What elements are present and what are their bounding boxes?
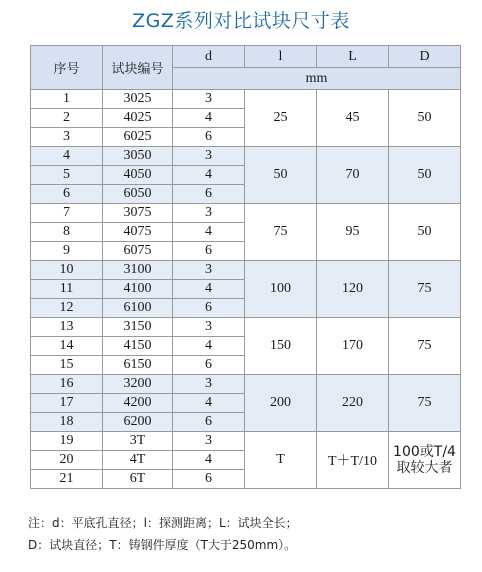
table-body	[31, 90, 461, 489]
note-line-2: D：试块直径；T：铸钢件厚度（T大于250mm）。	[28, 538, 297, 552]
cell-d: 3	[173, 375, 245, 394]
cell-block-no: 6100	[103, 299, 173, 318]
cell-block-no: 4100	[103, 280, 173, 299]
cell-d: 4	[173, 166, 245, 185]
table-row	[31, 432, 461, 451]
cell-index: 13	[31, 318, 103, 337]
page-title: ZGZ系列对比试块尺寸表	[132, 10, 350, 32]
cell-block-no: 6200	[103, 413, 173, 432]
cell-index: 6	[31, 185, 103, 204]
cell-l-small: T	[245, 432, 317, 489]
cell-index: 4	[31, 147, 103, 166]
cell-D: 75	[389, 261, 461, 318]
cell-block-no: 3075	[103, 204, 173, 223]
table-row	[31, 261, 461, 280]
cell-index: 20	[31, 451, 103, 470]
cell-L-large: 120	[317, 261, 389, 318]
header-unit: mm	[173, 68, 461, 90]
cell-D: 75	[389, 375, 461, 432]
cell-index: 2	[31, 109, 103, 128]
header-D: D	[389, 46, 461, 68]
cell-d: 4	[173, 337, 245, 356]
table-row	[31, 375, 461, 394]
cell-index: 3	[31, 128, 103, 147]
cell-d: 6	[173, 128, 245, 147]
cell-block-no: 3200	[103, 375, 173, 394]
table-header-row	[31, 46, 461, 68]
cell-index: 17	[31, 394, 103, 413]
cell-L-large: 220	[317, 375, 389, 432]
notes	[28, 512, 468, 556]
cell-d: 4	[173, 109, 245, 128]
header-d: d	[173, 46, 245, 68]
cell-l-small: 150	[245, 318, 317, 375]
cell-l-small: 200	[245, 375, 317, 432]
cell-index: 18	[31, 413, 103, 432]
cell-block-no: 3150	[103, 318, 173, 337]
cell-L-large: T＋T/10	[317, 432, 389, 489]
cell-index: 5	[31, 166, 103, 185]
cell-D: 75	[389, 318, 461, 375]
table-row	[31, 204, 461, 223]
cell-block-no: 6075	[103, 242, 173, 261]
cell-d: 4	[173, 394, 245, 413]
cell-l-small: 100	[245, 261, 317, 318]
cell-block-no: 4T	[103, 451, 173, 470]
cell-L-large: 45	[317, 90, 389, 147]
header-block-no: 试块编号	[103, 46, 173, 90]
cell-block-no: 6025	[103, 128, 173, 147]
cell-block-no: 3100	[103, 261, 173, 280]
cell-d: 4	[173, 223, 245, 242]
cell-d: 3	[173, 90, 245, 109]
cell-d: 3	[173, 147, 245, 166]
cell-D: 50	[389, 147, 461, 204]
cell-L-large: 95	[317, 204, 389, 261]
cell-block-no: 4025	[103, 109, 173, 128]
cell-d: 4	[173, 451, 245, 470]
cell-index: 10	[31, 261, 103, 280]
cell-d: 6	[173, 185, 245, 204]
cell-block-no: 6050	[103, 185, 173, 204]
cell-l-small: 75	[245, 204, 317, 261]
cell-d: 4	[173, 280, 245, 299]
cell-d: 3	[173, 318, 245, 337]
cell-block-no: 6150	[103, 356, 173, 375]
cell-index: 1	[31, 90, 103, 109]
cell-block-no: 6T	[103, 470, 173, 489]
header-index: 序号	[31, 46, 103, 90]
cell-block-no: 3050	[103, 147, 173, 166]
cell-l-small: 25	[245, 90, 317, 147]
cell-d: 3	[173, 261, 245, 280]
cell-d: 6	[173, 470, 245, 489]
cell-block-no: 4200	[103, 394, 173, 413]
header-L-large: L	[317, 46, 389, 68]
cell-block-no: 3T	[103, 432, 173, 451]
cell-D: 50	[389, 90, 461, 147]
cell-d: 6	[173, 413, 245, 432]
cell-L-large: 70	[317, 147, 389, 204]
cell-index: 14	[31, 337, 103, 356]
cell-index: 7	[31, 204, 103, 223]
cell-block-no: 4075	[103, 223, 173, 242]
cell-d: 6	[173, 356, 245, 375]
table-row	[31, 147, 461, 166]
table-row	[31, 318, 461, 337]
cell-D: 100或T/4 取较大者	[389, 432, 461, 489]
cell-index: 15	[31, 356, 103, 375]
dimension-table	[30, 45, 461, 489]
cell-L-large: 170	[317, 318, 389, 375]
cell-index: 8	[31, 223, 103, 242]
cell-d: 3	[173, 432, 245, 451]
cell-index: 12	[31, 299, 103, 318]
cell-index: 19	[31, 432, 103, 451]
cell-index: 11	[31, 280, 103, 299]
cell-index: 21	[31, 470, 103, 489]
table-row	[31, 90, 461, 109]
cell-index: 9	[31, 242, 103, 261]
cell-l-small: 50	[245, 147, 317, 204]
note-line-1: 注：d：平底孔直径；l：探测距离；L：试块全长；	[28, 516, 298, 530]
cell-d: 6	[173, 242, 245, 261]
cell-block-no: 4050	[103, 166, 173, 185]
cell-block-no: 3025	[103, 90, 173, 109]
cell-d: 3	[173, 204, 245, 223]
cell-D: 50	[389, 204, 461, 261]
cell-index: 16	[31, 375, 103, 394]
cell-d: 6	[173, 299, 245, 318]
header-l-small: l	[245, 46, 317, 68]
cell-block-no: 4150	[103, 337, 173, 356]
